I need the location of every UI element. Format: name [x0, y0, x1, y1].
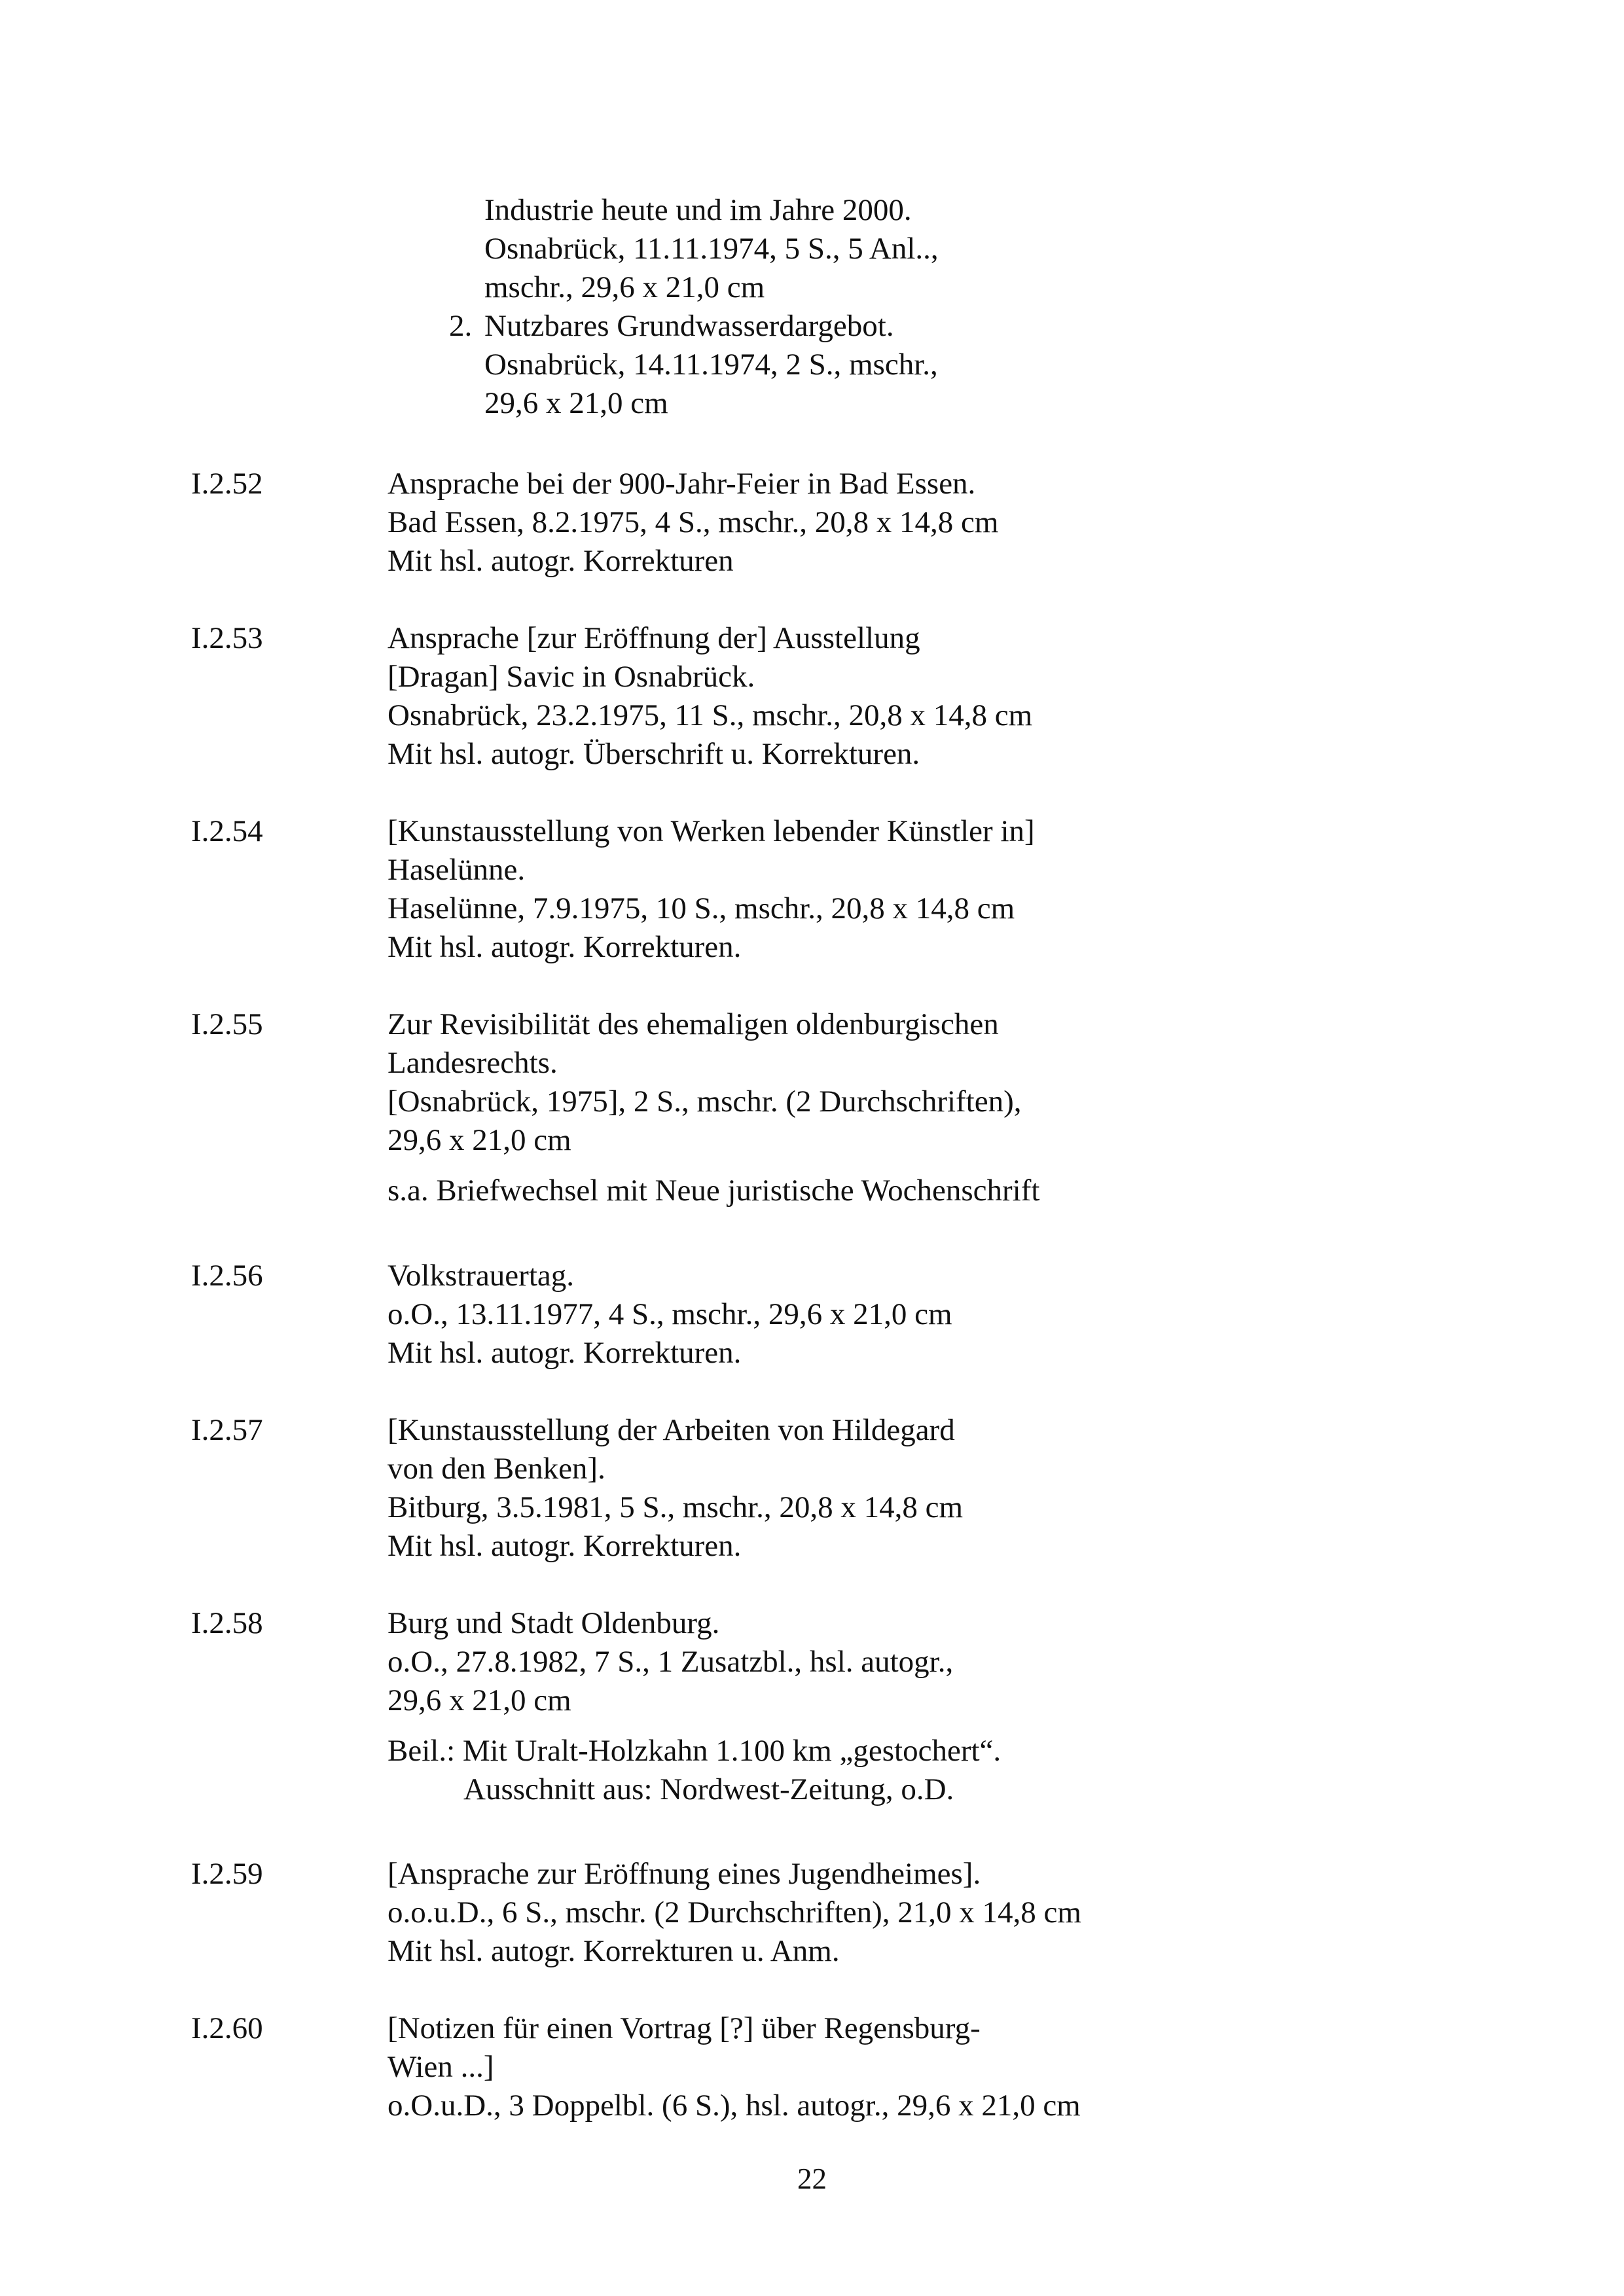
entry-note-continued: Ausschnitt aus: Nordwest-Zeitung, o.D. — [463, 1772, 954, 1806]
entry-line: von den Benken]. — [388, 1452, 605, 1486]
entry-body — [388, 1855, 1173, 1971]
entry-body — [388, 465, 1173, 581]
entry-id: I.2.56 — [191, 1259, 263, 1293]
entry-line: o.O., 27.8.1982, 7 S., 1 Zusatzbl., hsl. autogr., — [388, 1645, 954, 1679]
entry-note: Beil.: Mit Uralt-Holzkahn 1.100 km „gestochert“. — [388, 1734, 1001, 1768]
entry-line: [Osnabrück, 1975], 2 S., mschr. (2 Durchschriften), — [388, 1085, 1022, 1119]
entry-line: o.o.u.D., 6 S., mschr. (2 Durchschriften), 21,0 x 14,8 cm — [388, 1895, 1081, 1929]
entry-line: o.O.u.D., 3 Doppelbl. (6 S.), hsl. autogr., 29,6 x 21,0 cm — [388, 2089, 1081, 2123]
entry-id: I.2.59 — [191, 1857, 263, 1891]
text-line: Osnabrück, 14.11.1974, 2 S., mschr., — [484, 348, 938, 382]
entry-line: Haselünne, 7.9.1975, 10 S., mschr., 20,8 x 14,8 cm — [388, 891, 1015, 925]
entry-body — [388, 1005, 1173, 1210]
entry-line: Mit hsl. autogr. Korrekturen. — [388, 930, 742, 964]
entry-body — [388, 1257, 1173, 1372]
entry-line: [Dragan] Savic in Osnabrück. — [388, 660, 755, 694]
entry-line: Mit hsl. autogr. Überschrift u. Korrekturen. — [388, 737, 920, 771]
entry-line: 29,6 x 21,0 cm — [388, 1123, 571, 1157]
entry-body — [388, 2009, 1173, 2125]
entry-line: o.O., 13.11.1977, 4 S., mschr., 29,6 x 21,0 cm — [388, 1297, 952, 1331]
list-number: 2. — [449, 309, 473, 343]
entry-id: I.2.60 — [191, 2011, 263, 2045]
entry-line: Bad Essen, 8.2.1975, 4 S., mschr., 20,8 x 14,8 cm — [388, 505, 999, 539]
entry-title: [Ansprache zur Eröffnung eines Jugendheimes]. — [388, 1857, 981, 1891]
text-line: Nutzbares Grundwasserdargebot. — [484, 309, 894, 343]
entry-line: 29,6 x 21,0 cm — [388, 1683, 571, 1717]
page-number: 22 — [797, 2162, 827, 2195]
entry-line: Osnabrück, 23.2.1975, 11 S., mschr., 20,8 x 14,8 cm — [388, 698, 1033, 732]
text-line: Industrie heute und im Jahre 2000. — [484, 193, 912, 227]
entry-title: Ansprache bei der 900-Jahr-Feier in Bad Essen. — [388, 467, 976, 501]
entry-id: I.2.58 — [191, 1606, 263, 1640]
entry-body — [388, 1604, 1173, 1809]
entry-line: Wien ...] — [388, 2050, 494, 2084]
entry-title: Volkstrauertag. — [388, 1259, 574, 1293]
entry-id: I.2.53 — [191, 621, 263, 655]
text-line: Osnabrück, 11.11.1974, 5 S., 5 Anl.., — [484, 232, 939, 266]
entry-title: [Kunstausstellung der Arbeiten von Hildegard — [388, 1413, 955, 1447]
entry-title: Burg und Stadt Oldenburg. — [388, 1606, 720, 1640]
entry-line: Bitburg, 3.5.1981, 5 S., mschr., 20,8 x 14,8 cm — [388, 1490, 964, 1524]
entry-body — [388, 619, 1173, 774]
entry-title: Zur Revisibilität des ehemaligen oldenburgischen — [388, 1007, 999, 1041]
entry-body — [388, 1411, 1173, 1566]
entry-id: I.2.52 — [191, 467, 263, 501]
entry-line: Mit hsl. autogr. Korrekturen. — [388, 1336, 742, 1370]
entry-line: Haselünne. — [388, 853, 526, 887]
list-item — [449, 307, 1139, 346]
text-line: 29,6 x 21,0 cm — [484, 386, 668, 420]
continued-entry — [449, 191, 1139, 423]
entry-line: Mit hsl. autogr. Korrekturen u. Anm. — [388, 1934, 840, 1968]
entry-line: Landesrechts. — [388, 1046, 558, 1080]
entry-line: Mit hsl. autogr. Korrekturen — [388, 544, 734, 578]
text-line: mschr., 29,6 x 21,0 cm — [484, 270, 765, 304]
entry-id: I.2.55 — [191, 1007, 263, 1041]
entry-note: s.a. Briefwechsel mit Neue juristische Wochenschrift — [388, 1174, 1040, 1208]
entry-id: I.2.54 — [191, 814, 263, 848]
entry-body — [388, 812, 1173, 967]
entry-line: Mit hsl. autogr. Korrekturen. — [388, 1529, 742, 1563]
entry-title: Ansprache [zur Eröffnung der] Ausstellung — [388, 621, 920, 655]
entry-title: [Kunstausstellung von Werken lebender Künstler in] — [388, 814, 1035, 848]
entry-title: [Notizen für einen Vortrag [?] über Regensburg- — [388, 2011, 981, 2045]
entry-id: I.2.57 — [191, 1413, 263, 1447]
